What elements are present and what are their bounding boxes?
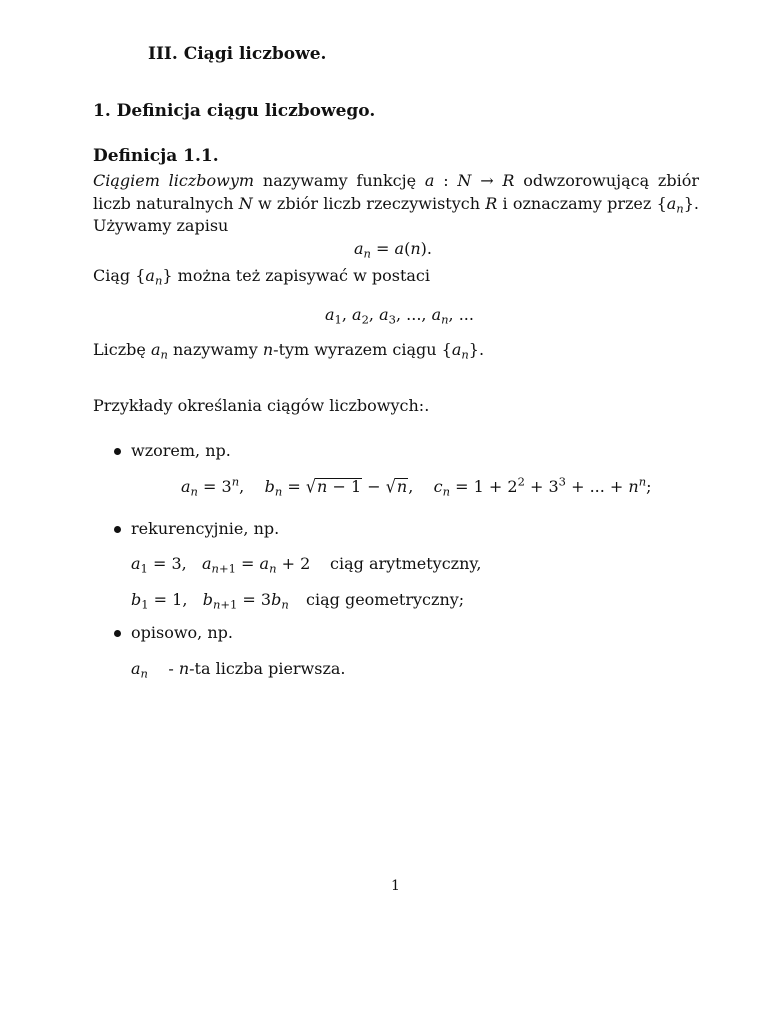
formula-an-equals: $a_n = a(n)$. — [354, 239, 432, 261]
chapter-title: III. Ciągi liczbowe. — [148, 44, 327, 64]
formula-geometric-desc: ciąg geometryczny; — [306, 590, 465, 609]
definition-text-real: w zbiór liczb rzeczywistych — [258, 194, 481, 213]
formula-arithmetic-desc: ciąg arytmetyczny, — [330, 554, 482, 573]
nth-term-middle: nazywamy — [173, 340, 258, 359]
item-formula-label: wzorem, np. — [131, 441, 231, 460]
item-descriptive-label: opisowo, np. — [131, 623, 233, 642]
definition-term: Ciągiem liczbowym — [93, 171, 255, 190]
sequence-notation-text: Ciąg $\{a_n\}$ można też zapisywać w postaci — [93, 266, 430, 288]
examples-intro: Przykłady określania ciągów liczbowych:. — [93, 396, 430, 415]
item-recursive-label: rekurencyjnie, np. — [131, 519, 280, 538]
bullet-icon — [114, 526, 121, 533]
bullet-icon — [114, 630, 121, 637]
formula-examples: $a_n = 3^n$, $b_n = √n - 1 - √n$, $c_n = 1 + 2^2 + 3^3$ + ... + $n^n$; — [181, 474, 652, 499]
bullet-icon — [114, 448, 121, 455]
formula-geometric: $b_1 = 1$, $b_{n+1} = 3b_n$ — [131, 590, 289, 612]
formula-arithmetic: $a_1 = 3$, $a_{n+1} = a_n + 2$ — [131, 554, 311, 576]
definition-line-3: Używamy zapisu — [93, 216, 229, 235]
definition-text-denote: i oznaczamy przez — [502, 194, 652, 213]
formula-sequence-list: $a_1$, $a_2$, $a_3$, ..., $a_n$, ... — [325, 305, 474, 327]
page-number: 1 — [391, 878, 400, 894]
definition-line-2: liczb naturalnych N w zbiór liczb rzeczywistych R i oznaczamy przez $\{a_n\}$. — [93, 194, 699, 216]
definition-text-natural: liczb naturalnych — [93, 194, 234, 213]
sequence-intro-text: można też zapisywać w postaci — [177, 266, 430, 285]
definition-text-map: odwzorowującą zbiór — [523, 171, 700, 190]
definition-text: nazywamy funkcję — [262, 171, 417, 190]
definition-label: Definicja 1.1. — [93, 146, 219, 166]
nth-term-prefix: Liczbę — [93, 340, 146, 359]
formula-prime-desc: -ta liczba pierwsza. — [189, 659, 346, 678]
section-title: 1. Definicja ciągu liczbowego. — [93, 101, 376, 121]
formula-prime: $a_n$ - n-ta liczba pierwsza. — [131, 659, 346, 681]
nth-term-suffix: -tym wyrazem ciągu — [273, 340, 437, 359]
nth-term-text: Liczbę $a_n$ nazywamy n-tym wyrazem ciągu $\{a_n\}$. — [93, 340, 485, 362]
definition-line-1: Ciągiem liczbowym nazywamy funkcję a : N → R odwzorowującą zbiór — [93, 171, 700, 190]
